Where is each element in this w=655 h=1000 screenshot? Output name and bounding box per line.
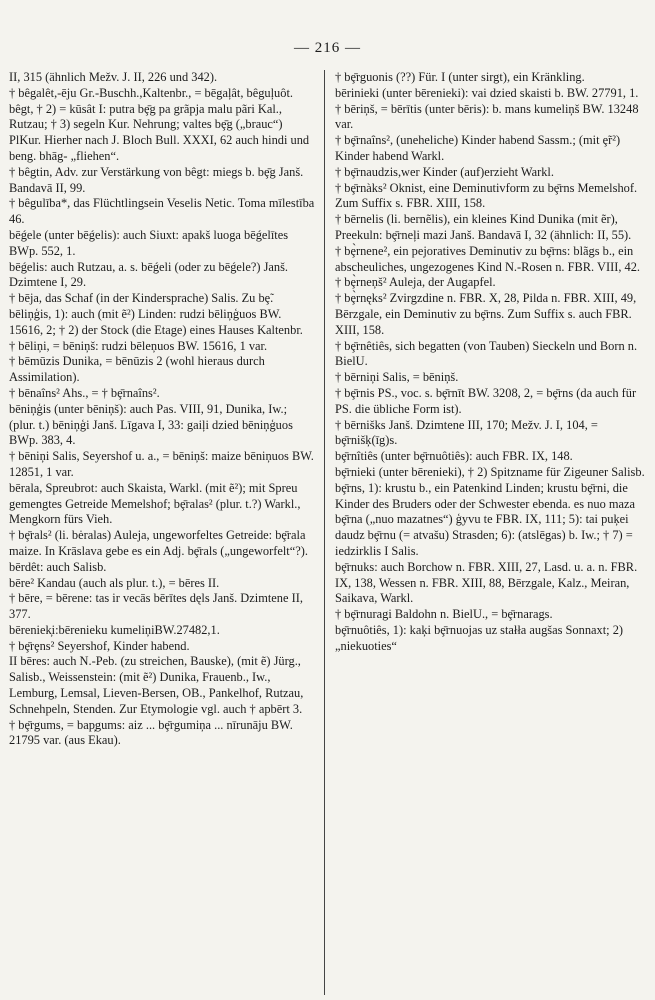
dictionary-entry: bēliņģis, 1): auch (mit ẽ²) Linden: rudzi bēliņģuos BW. 15616, 2; † 2) der Stock (die Etage) eines Hauses Kaltenbr.: [9, 306, 303, 337]
dictionary-entry: bȩ̄rns, 1): krustu b., ein Patenkind Linden; krustu bȩ̄rni, die Kinder des Bruders oder der Schwester ebenda. es nuo maza bȩ̄rna („nuo mazatnes“) ģyvu te FBR. IX, 111; 5): tai puķei daudz bȩ̄rnu (= atvašu) Strasden; 6): (atslēgas) b. Iw.; † 7) = iedzirklis I Salis.: [335, 480, 636, 558]
dictionary-entry: † bȩ̀rnęks² Zvirgzdine n. FBR. X, 28, Pilda n. FBR. XIII, 49, Bērzgale, ein Deminutiv zu bȩ̄rns. Zum Suffix s. auch FBR. XIII, 158.: [335, 291, 637, 337]
dictionary-entry: bērala, Spreubrot: auch Skaista, Warkl. (mit ẽ²); mit Spreu gemengtes Getreide Memelshof; bȩ̄ralas² (plur. t.?) Warkl., Mengkorn fürs Vieh.: [9, 480, 301, 527]
dictionary-entry: † bēre, = bērene: tas ir vecās bērītes dęls Janš. Dzimtene II, 377.: [9, 591, 303, 622]
dictionary-entry: † bēliņi, = bēniņš: rudzi bēleņuos BW. 15616, 1 var.: [9, 338, 268, 353]
dictionary-entry: † bêgtin, Adv. zur Verstärkung von bêgt: miegs b. bȩ̄g Janš. Bandavā II, 99.: [9, 164, 304, 195]
dictionary-entry: II, 315 (ähnlich Mežv. J. II, 226 und 342).: [9, 70, 218, 84]
dictionary-entry: II bēres: auch N.-Peb. (zu streichen, Bauske), (mit ẽ) Jürg., Salisb., Weissenstein: (mit ẽ²) Dunika, Frauenb., Iw., Lemburg, Lemsal, Lieven-Bersen, OB., Pankelhof, Rutzau, Schnehpeln, Stenden. Zur Etymologie vgl. auch † apbērt 3.: [9, 654, 304, 716]
dictionary-entry: bēreniek̦i:bērenieku kumeliņiBW.27482,1.: [9, 622, 220, 637]
dictionary-entry: bēǵelis: auch Rutzau, a. s. bēǵeli (oder zu bēǵele?) Janš. Dzimtene I, 29.: [9, 259, 289, 290]
dictionary-entry: † bȩ̀rnene², ein pejoratives Deminutiv zu bȩ̄rns: blãgs b., ein abscheuliches, ungezogenes Kind N.-Rosen n. FBR. VIII, 42.: [335, 243, 641, 274]
dictionary-entry: † bêgulība*, das Flüchtlingsein Veselis Netic. Toma mīlestība 46.: [9, 196, 315, 227]
dictionary-entry: bēre² Kandau (auch als plur. t.), = bēres II.: [9, 575, 220, 590]
dictionary-entry: † bȩ̄rȩns² Seyershof, Kinder habend.: [9, 638, 190, 653]
dictionary-entry: † bêgalêt,-ēju Gr.-Buschh.,Kaltenbr., = bēgaļât, bêguļuôt.: [9, 85, 293, 100]
dictionary-entry: † bȩ̄rnis PS., voc. s. bȩ̄rnīt BW. 3208, 2, = bȩ̄rns (da auch für PS. die übliche Form ist).: [335, 385, 637, 416]
dictionary-entry: † bēniņi Salis, Seyershof u. a., = bēniņš: maize bēniņuos BW. 12851, 1 var.: [9, 449, 314, 479]
dictionary-entry: bērinieki (unter bērenieki): vai dzied skaisti b. BW. 27791, 1.: [335, 85, 639, 100]
dictionary-entry: † bēmūzis Dunika, = bēnūzis 2 (wohl hieraus durch Assimilation).: [9, 354, 265, 385]
dictionary-entry: bȩ̄rnîtiês (unter bȩ̄rnuôtiês): auch FBR. IX, 148.: [335, 449, 573, 464]
dictionary-entry: bêgt, † 2) = kūsât I: putra bȩ̄g pa grãpja malu pãri Kal., Rutzau; † 3) segeln Kur. Nehrung; valtes bȩ̄g („brauc“) PlKur. Hierher nach J. Bloch Bull. XXXI, 62 auch hindi und beng. bhāg- „fliehen“.: [9, 101, 310, 163]
dictionary-entry: † bȩ̄rnuragi Baldohn n. BielU., = bȩ̄rnarags.: [335, 607, 553, 622]
dictionary-entry: bȩ̄rnieki (unter bērenieki), † 2) Spitzname für Zigeuner Salisb.: [335, 464, 645, 479]
dictionary-entry: † bērniņi Salis, = bēniņš.: [335, 370, 459, 385]
dictionary-entry: † bērnišks Janš. Dzimtene III, 170; Mežv. J. I, 104, = bȩ̄rnišķ(īg)s.: [335, 417, 598, 448]
dictionary-entry: † bȩ̄rnaîns², (uneheliche) Kinder habend Sassm.; (mit ȩ̃r²) Kinder habend Warkl.: [335, 133, 621, 163]
dictionary-entry: † bērnelis (li. bernẽlis), ein kleines Kind Dunika (mit ẽr), Preekuln: bȩ̄rneļi mazi Janš. Bandavā I, 32 (ähnlich: II, 55).: [335, 212, 632, 242]
dictionary-entry: † bȩ̄rnêtiês, sich begatten (von Tauben) Sieckeln und Born n. BielU.: [335, 338, 638, 369]
dictionary-entry: † bēnaîns² Ahs., = † bȩ̄rnaîns².: [9, 385, 160, 400]
dictionary-entry: † bȩ̄rguonis (??) Für. I (unter sirgt), ein Kränkling.: [335, 70, 585, 84]
dictionary-entry: † bēja, das Schaf (in der Kindersprache) Salis. Zu bȩ̃.: [9, 291, 274, 306]
right-column: [335, 70, 646, 995]
dictionary-entry: † bȩ̄rgums, = bap̦gums: aiz ... bȩ̄rgumiņa ... nīrunāju BW. 21795 var. (aus Ekau).: [9, 717, 293, 748]
dictionary-entry: † bȩ̄rnàks² Oknist, eine Deminutivform zu bȩ̄rns Memelshof. Zum Suffix s. FBR. XIII, 158.: [335, 180, 638, 211]
dictionary-entry: bēǵele (unter bēǵelis): auch Siuxt: apakš luoga bēǵelītes BWp. 552, 1.: [9, 227, 289, 258]
dictionary-entry: bērdêt: auch Salisb.: [9, 559, 107, 574]
page-number: — 216 —: [294, 40, 361, 56]
dictionary-entry: bȩ̄rnuks: auch Borchow n. FBR. XIII, 27, Lasd. u. a. n. FBR. IX, 138, Wessen n. FBR. XIII, 88, Bērzgale, Kalz., Meiran, Saikava, Warkl.: [335, 559, 638, 606]
dictionary-entry: bȩ̄rnuôtiês, 1): kaķi bȩ̄rnuojas uz stałła augšas Sonnaxt; 2) „niekuoties“: [335, 622, 624, 653]
dictionary-entry: † bȩ̀rneņš² Auleja, der Augapfel.: [335, 275, 496, 290]
column-divider: [324, 70, 325, 995]
dictionary-entry: † bēriņš, = bērītis (unter bēris): b. mans kumeliņš BW. 13248 var.: [335, 101, 639, 132]
dictionary-entry: bēniņģis (unter bēniņš): auch Pas. VIII, 91, Dunika, Iw.; (plur. t.) bēniņģi Janš. Līgava I, 33: gaiļi dzied bēniņģuos BWp. 383, 4.: [9, 401, 293, 448]
left-column: [9, 70, 315, 995]
dictionary-entry: † bȩ̄rnaudzis,wer Kinder (auf)erzieht Warkl.: [335, 164, 554, 179]
dictionary-entry: † bȩ̄rals² (li. bėralas) Auleja, ungeworfeltes Getreide: bȩ̄rala maize. In Krāslava gebe es ein Adj. bȩ̄rals („ungeworfelt“?).: [9, 528, 308, 558]
